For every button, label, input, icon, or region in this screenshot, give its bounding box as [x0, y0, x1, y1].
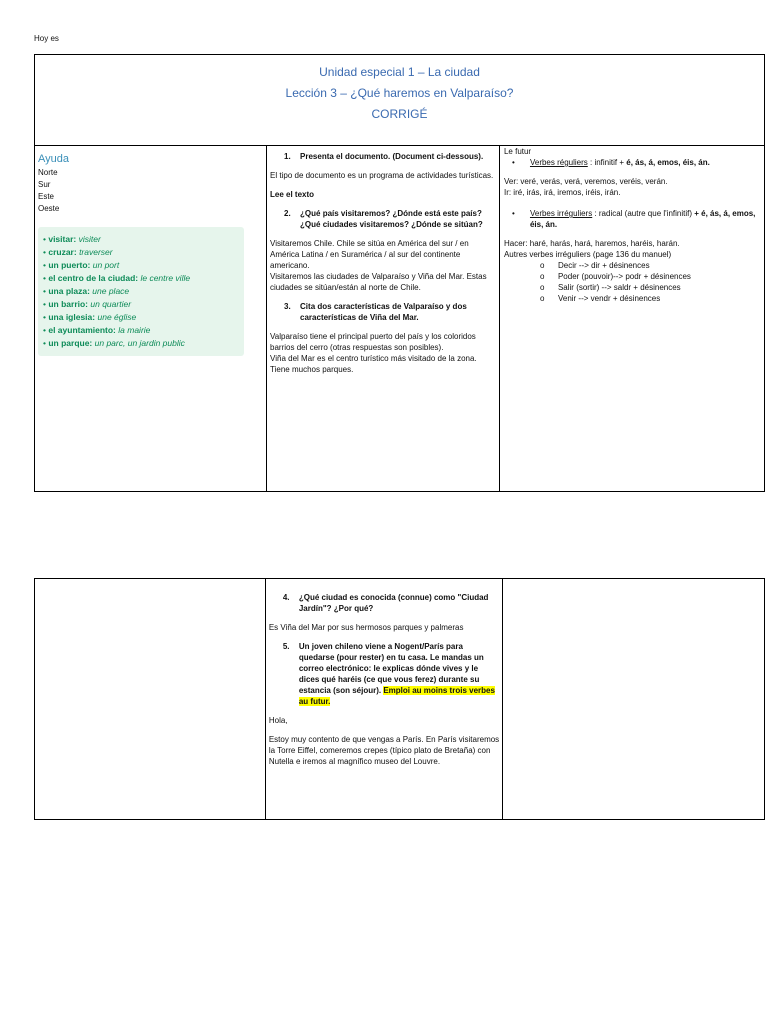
answer-4: Es Viña del Mar por sus hermosos parques y palmeras	[268, 623, 464, 632]
empty-right-cell	[503, 579, 765, 820]
direction-item: Oeste	[38, 204, 60, 213]
vocab-item: • una plaza: une place	[43, 286, 130, 296]
vocabulary-box	[38, 227, 244, 356]
answer-3: Valparaíso tiene el principal puerto del país y los coloridos barrios del cerro (otras respuestas son posibles). Viña del Mar es el centro turístico más visitado de la zona. Tiene muchos parques.	[270, 332, 477, 374]
grammar-cell	[499, 146, 764, 492]
vocab-item: • cruzar: traverser	[43, 247, 113, 257]
question-3: 3. Cita dos características de Valparaíso y dos características de Viña del Mar.	[284, 302, 467, 322]
autres-heading: Autres verbes irréguliers (page 136 du manuel)	[503, 250, 672, 259]
irregular-verbs-rule: • Verbes irréguliers : radical (autre que l'infinitif) + é, ás, á, emos, éis, án.	[511, 209, 756, 229]
question-5: 5. Un joven chileno viene a Nogent/París para quedarse (pour rester) en tu casa. Le mandas un correo electrónico: le explicas dónde vives y le dices qué haréis (ce que vous ferez) durante su estancia (son séjour). Emploi au moins trois verbes au futur.	[282, 642, 495, 706]
vocab-item: • un parque: un parc, un jardin public	[43, 338, 185, 348]
help-cell	[35, 146, 267, 492]
irregular-item: o Salir (sortir) --> saldr + désinences	[539, 283, 681, 292]
lesson-title: Lección 3 – ¿Qué haremos en Valparaíso?	[285, 86, 514, 100]
vocab-item: • un puerto: un port	[43, 260, 120, 270]
answer-2: Visitaremos Chile. Chile se sitúa en América del sur / en América Latina / en Suramérica / al sur del continente americano. Visitaremos las ciudades de Valparaíso y Viña del Mar. Estas ciudades se sitúan/están al norte de Chile.	[270, 239, 487, 292]
regular-verbs-rule: • Verbes réguliers : infinitif + é, ás, á, emos, éis, án.	[511, 158, 710, 167]
answer-1: El tipo de documento es un programa de actividades turísticas.	[270, 171, 494, 180]
vocab-item: • el centro de la ciudad: le centre ville	[43, 273, 191, 283]
question-2: 2. ¿Qué país visitaremos? ¿Dónde está este país? ¿Qué ciudades visitaremos? ¿Dónde se sitúan?	[284, 209, 483, 229]
exercise-cell	[267, 146, 500, 492]
irregular-item: o Venir --> vendr + désinences	[539, 294, 661, 303]
ir-conjugation: Ir: iré, irás, irá, iremos, iréis, irán.	[503, 188, 621, 197]
directions-list	[38, 167, 266, 215]
direction-item: Sur	[38, 180, 51, 189]
header-cell	[35, 55, 765, 146]
empty-left-cell	[35, 579, 266, 820]
hacer-conjugation: Hacer: haré, harás, hará, haremos, haréis, harán.	[503, 239, 680, 248]
ayuda-heading: Ayuda	[38, 153, 69, 165]
futur-heading: Le futur	[503, 147, 532, 156]
worksheet-table-2	[34, 578, 765, 820]
worksheet-table	[34, 54, 765, 492]
direction-item: Norte	[38, 168, 58, 177]
exercise-cell-2	[265, 579, 503, 820]
direction-item: Este	[38, 192, 55, 201]
question-1: 1. Presenta el documento. (Document ci-dessous).	[284, 152, 484, 161]
vocab-item: • visitar: visiter	[43, 234, 101, 244]
corrige-label: CORRIGÉ	[371, 107, 428, 121]
highlighted-instruction: Emploi au moins trois verbes au futur.	[298, 686, 495, 706]
question-4: 4. ¿Qué ciudad es conocida (connue) como "Ciudad Jardín"? ¿Por qué?	[282, 593, 489, 613]
letter-body: Estoy muy contento de que vengas a París. En París visitaremos la Torre Eiffel, comeremos crepes (típico plato de Bretaña) con Nutella e iremos al magnífico museo del Louvre.	[268, 735, 500, 766]
ver-conjugation: Ver: veré, verás, verá, veremos, veréis, verán.	[503, 177, 668, 186]
vocab-item: • una iglesia: une église	[43, 312, 137, 322]
irregular-item: o Decir --> dir + désinences	[539, 261, 650, 270]
greeting: Hola,	[268, 716, 288, 725]
vocab-item: • un barrio: un quartier	[43, 299, 132, 309]
irregular-item: o Poder (pouvoir)--> podr + désinences	[539, 272, 691, 281]
unit-title: Unidad especial 1 – La ciudad	[319, 65, 480, 79]
vocab-item: • el ayuntamiento: la mairie	[43, 325, 151, 335]
lee-heading: Lee el texto	[270, 190, 315, 199]
date-line: Hoy es	[34, 34, 59, 43]
